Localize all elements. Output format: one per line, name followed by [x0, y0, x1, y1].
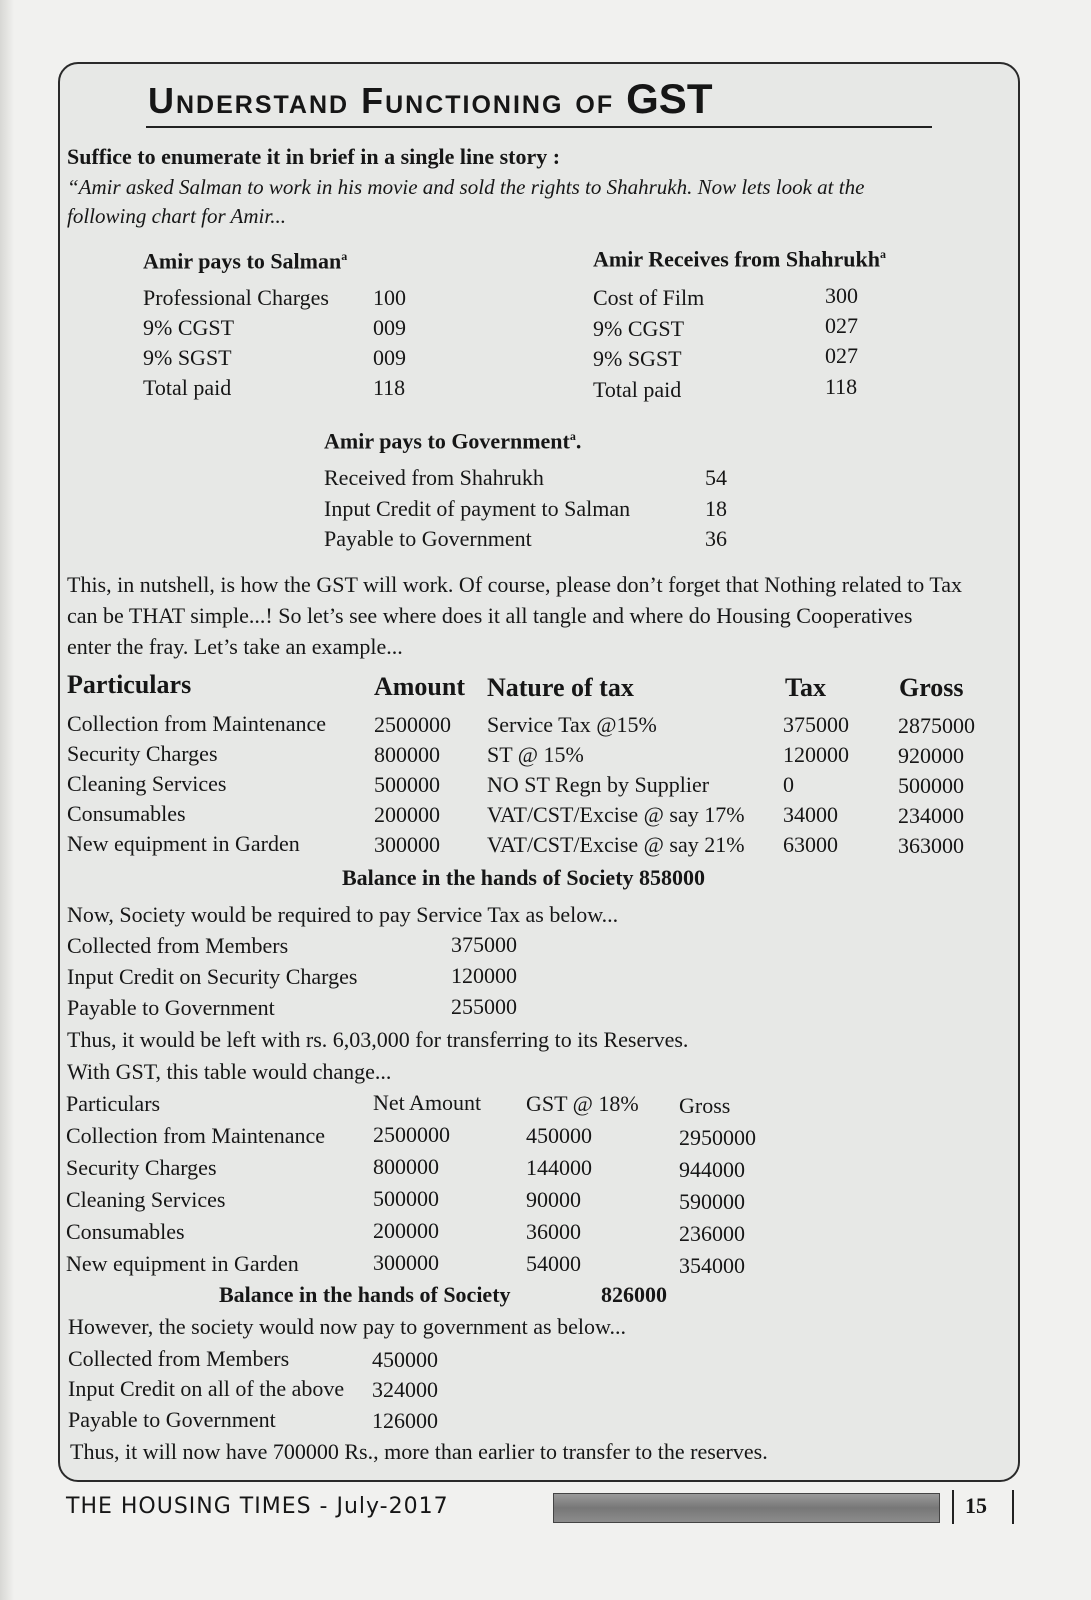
service-tax-intro: Now, Society would be required to pay Service Tax as below...: [67, 902, 619, 927]
gst-payment-value: 450000: [372, 1347, 438, 1372]
footer-publication: THE HOUSING TIMES - July-2017: [66, 1494, 449, 1519]
table1-cell: 920000: [898, 743, 964, 768]
table1-header: Amount: [374, 672, 466, 701]
table2-header: Particulars: [66, 1091, 161, 1116]
table1-balance: Balance in the hands of Society 858000: [342, 865, 706, 890]
receives-shahrukh-label: Total paid: [593, 377, 682, 402]
gst-payment-label: Collected from Members: [68, 1346, 290, 1371]
table1-cell: 0: [783, 772, 794, 797]
pays-salman-label: Professional Charges: [143, 285, 329, 310]
title-underline: [146, 126, 932, 128]
table1-header: Gross: [899, 673, 964, 702]
intro-story-line2: following chart for Amir...: [67, 204, 286, 228]
receives-shahrukh-value: 027: [825, 313, 858, 338]
table1-cell: Service Tax @15%: [487, 712, 657, 737]
table1-cell: 2875000: [898, 713, 975, 738]
table2-cell: 90000: [526, 1187, 581, 1212]
table2-cell: 800000: [373, 1154, 439, 1179]
table2-header: Gross: [679, 1093, 731, 1118]
pays-salman-value: 118: [373, 375, 406, 400]
pays-government-value: 36: [705, 526, 727, 551]
service-tax-value: 120000: [451, 963, 517, 988]
table2-cell: 54000: [526, 1251, 581, 1276]
table2-cell: 236000: [679, 1221, 745, 1246]
page-title: [148, 75, 713, 122]
title-main: Understand Functioning of: [148, 80, 615, 121]
gst-payment-outro: Thus, it will now have 700000 Rs., more than earlier to transfer to the reserves.: [70, 1439, 768, 1464]
service-tax-outro: Thus, it would be left with rs. 6,03,000 for transferring to its Reserves.: [67, 1027, 689, 1052]
pays-government-value: 54: [705, 465, 727, 490]
table1-cell: Security Charges: [67, 741, 218, 766]
pays-salman-heading-text: Amir pays to Salman: [143, 248, 342, 274]
pays-government-sup: a: [569, 429, 576, 443]
table2-cell: 2500000: [373, 1122, 450, 1147]
table2-cell: Cleaning Services: [66, 1187, 226, 1212]
table1-cell: 363000: [898, 833, 964, 858]
pays-salman-label: Total paid: [143, 375, 232, 400]
table1-cell: 34000: [783, 802, 838, 827]
table2-cell: Consumables: [66, 1219, 185, 1244]
gst-payment-label: Payable to Government: [68, 1407, 276, 1432]
receives-shahrukh-value: 300: [825, 283, 858, 308]
table1-cell: 2500000: [374, 712, 451, 737]
table2-header: Net Amount: [373, 1090, 482, 1115]
page-number: 15: [965, 1493, 987, 1518]
table2-cell: 450000: [526, 1123, 592, 1148]
service-tax-label: Input Credit on Security Charges: [67, 964, 358, 989]
pays-salman-value: 009: [373, 345, 406, 370]
pays-salman-label: 9% CGST: [143, 315, 235, 340]
table1-cell: Collection from Maintenance: [67, 711, 327, 736]
receives-shahrukh-label: Cost of Film: [593, 285, 705, 310]
receives-shahrukh-heading-text: Amir Receives from Shahrukh: [593, 246, 881, 272]
pays-government-heading: [324, 430, 581, 452]
gst-payment-label: Input Credit on all of the above: [68, 1376, 345, 1401]
table1-cell: 500000: [898, 773, 964, 798]
table1-cell: 234000: [898, 803, 964, 828]
table1-cell: VAT/CST/Excise @ say 21%: [487, 832, 745, 857]
gst-payment-value: 126000: [372, 1408, 438, 1433]
page-edge: [0, 0, 14, 1600]
receives-shahrukh-value: 118: [825, 374, 858, 399]
gst-payment-value: 324000: [372, 1377, 438, 1402]
paragraph-line: This, in nutshell, is how the GST will work. Of course, please don’t forget that Nothing related to Tax: [67, 572, 963, 597]
intro-heading: Suffice to enumerate it in brief in a single line story :: [67, 144, 561, 169]
receives-shahrukh-label: 9% SGST: [593, 346, 682, 371]
pays-government-label: Input Credit of payment to Salman: [324, 496, 631, 521]
table1-cell: 800000: [374, 742, 440, 767]
receives-shahrukh-sup: a: [880, 247, 887, 261]
table2-cell: New equipment in Garden: [66, 1251, 299, 1276]
table2-header: GST @ 18%: [526, 1091, 639, 1116]
table1-cell: Cleaning Services: [67, 771, 227, 796]
table1-header: Tax: [785, 673, 826, 702]
table1-cell: VAT/CST/Excise @ say 17%: [487, 802, 745, 827]
table2-cell: 144000: [526, 1155, 592, 1180]
table2-cell: 354000: [679, 1253, 745, 1278]
table2-cell: Collection from Maintenance: [66, 1123, 326, 1148]
table1-cell: 120000: [783, 742, 849, 767]
table2-cell: 944000: [679, 1157, 745, 1182]
table2-cell: Security Charges: [66, 1155, 217, 1180]
table1-cell: 63000: [783, 832, 838, 857]
table2-cell: 300000: [373, 1250, 439, 1275]
table1-cell: NO ST Regn by Supplier: [487, 772, 710, 797]
table1-cell: 200000: [374, 802, 440, 827]
receives-shahrukh-heading: [593, 248, 886, 270]
table2-balance-value: 826000: [601, 1282, 667, 1307]
table1-cell: Consumables: [67, 801, 186, 826]
footer-divider: [952, 1490, 954, 1524]
pays-government-value: 18: [705, 496, 727, 521]
paragraph-line: can be THAT simple...! So let’s see where does it all tangle and where do Housing Cooperatives: [67, 603, 913, 628]
table1-header: Particulars: [67, 670, 192, 699]
pays-salman-value: 100: [373, 285, 406, 310]
service-tax-label: Payable to Government: [67, 995, 275, 1020]
service-tax-value: 375000: [451, 932, 517, 957]
pays-salman-sup: a: [341, 249, 348, 263]
table1-cell: New equipment in Garden: [67, 831, 300, 856]
footer-bar: [553, 1493, 940, 1523]
service-tax-label: Collected from Members: [67, 933, 289, 958]
receives-shahrukh-value: 027: [825, 343, 858, 368]
pays-government-heading-text: Amir pays to Government: [324, 428, 570, 454]
gst-payment-intro: However, the society would now pay to government as below...: [68, 1314, 626, 1339]
table1-cell: ST @ 15%: [487, 742, 584, 767]
pays-government-label: Received from Shahrukh: [324, 465, 544, 490]
table2-balance-label: Balance in the hands of Society: [219, 1282, 511, 1307]
pays-government-end: .: [575, 428, 582, 454]
paragraph-line: enter the fray. Let’s take an example...: [67, 634, 403, 659]
receives-shahrukh-label: 9% CGST: [593, 316, 685, 341]
table2-cell: 200000: [373, 1218, 439, 1243]
table2-cell: 2950000: [679, 1125, 756, 1150]
service-tax-outro: With GST, this table would change...: [67, 1059, 392, 1084]
pays-salman-heading: [143, 250, 347, 272]
footer-divider: [1012, 1490, 1014, 1524]
table2-cell: 590000: [679, 1189, 745, 1214]
pays-salman-label: 9% SGST: [143, 345, 232, 370]
pays-salman-value: 009: [373, 315, 406, 340]
table1-cell: 300000: [374, 832, 440, 857]
table1-cell: 375000: [783, 712, 849, 737]
table1-header: Nature of tax: [487, 673, 634, 702]
table2-cell: 36000: [526, 1219, 581, 1244]
table1-cell: 500000: [374, 772, 440, 797]
service-tax-value: 255000: [451, 994, 517, 1019]
intro-story-line1: “Amir asked Salman to work in his movie and sold the rights to Shahrukh. Now lets look at the: [67, 175, 865, 199]
table2-cell: 500000: [373, 1186, 439, 1211]
pays-government-label: Payable to Government: [324, 526, 532, 551]
title-gst: GST: [626, 75, 713, 122]
